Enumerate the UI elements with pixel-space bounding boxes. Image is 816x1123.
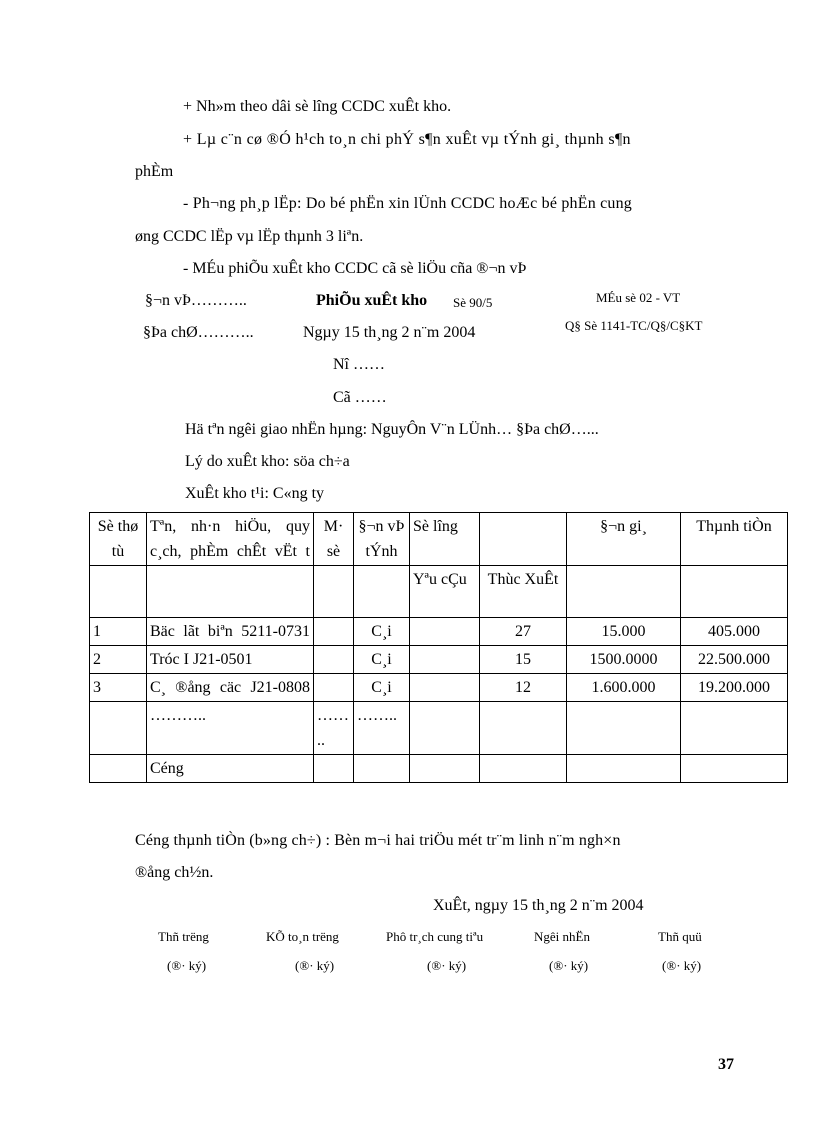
sign-role: Thñ trëng [158, 929, 209, 944]
row-stt: 2 [90, 646, 147, 674]
row-code [314, 674, 354, 702]
row-name: C¸ ®ång cäc J21-0808 [147, 674, 314, 702]
row-price [567, 702, 681, 755]
sign-date: XuÊt, ngµy 15 th¸ng 2 n¨m 2004 [433, 897, 644, 914]
receiver-line: Hä tªn ngêi giao nhËn hµng: NguyÔn V¨n LÜnh… §Þa chØ…... [185, 421, 599, 438]
header-qty-requested: Yªu cÇu [410, 566, 480, 618]
sign-role: Ngêi nhËn [534, 929, 590, 944]
header-code: M· sè [314, 513, 354, 566]
body-line-3: phÈm [135, 163, 174, 180]
row-stt [90, 702, 147, 755]
subheader-cell [681, 566, 788, 618]
row-amount: 405.000 [681, 618, 788, 646]
row-price: 15.000 [567, 618, 681, 646]
total-words-line-1: Céng thµnh tiÒn (b»ng ch÷) : Bèn m¬i hai triÖu mét tr¨m linh n¨m ngh×n [135, 832, 621, 849]
total-cell [90, 755, 147, 783]
header-price: §¬n gi¸ [567, 513, 681, 566]
sign-role: Thñ quü [658, 929, 702, 944]
row-qty-requested [410, 674, 480, 702]
row-price: 1.600.000 [567, 674, 681, 702]
total-words-line-2: ®ång ch½n. [135, 864, 214, 881]
row-name: Tróc I J21-0501 [147, 646, 314, 674]
total-cell [410, 755, 480, 783]
row-price: 1500.0000 [567, 646, 681, 674]
sign-note: (®· ký) [295, 958, 335, 973]
warehouse-line: XuÊt kho t¹i: C«ng ty [185, 485, 325, 502]
row-name: ……….. [147, 702, 314, 755]
header-stt: Sè thø tù [90, 513, 147, 566]
total-cell [354, 755, 410, 783]
reason-line: Lý do xuÊt kho: söa ch÷a [185, 453, 350, 470]
subheader-cell [147, 566, 314, 618]
header-qty-blank [480, 513, 567, 566]
row-amount [681, 702, 788, 755]
subheader-cell [567, 566, 681, 618]
voucher-date: Ngµy 15 th¸ng 2 n¨m 2004 [303, 324, 476, 341]
body-line-6: - MÉu phiÕu xuÊt kho CCDC cã sè liÖu cña ®¬n vÞ [183, 260, 527, 277]
header-amount: Thµnh tiÒn [681, 513, 788, 566]
row-name: Bäc lãt biªn 5211-0731 [147, 618, 314, 646]
row-qty-requested [410, 618, 480, 646]
row-unit: C¸i [354, 618, 410, 646]
total-label: Céng [147, 755, 314, 783]
table-row [90, 674, 788, 702]
table-header-row [90, 513, 788, 566]
subheader-cell [354, 566, 410, 618]
row-amount: 19.200.000 [681, 674, 788, 702]
total-cell [314, 755, 354, 783]
row-code: …….. [314, 702, 354, 755]
row-amount: 22.500.000 [681, 646, 788, 674]
body-line-5: øng CCDC lËp vµ lËp thµnh 3 liªn. [135, 228, 364, 245]
sign-note: (®· ký) [167, 958, 207, 973]
row-unit: C¸i [354, 646, 410, 674]
body-line-4: - Ph¬ng ph¸p lËp: Do bé phËn xin lÜnh CCDC hoÆc bé phËn cung [183, 195, 632, 212]
page-number: 37 [718, 1056, 734, 1073]
address-label: §Þa chØ……….. [143, 324, 254, 341]
decision-code: Q§ Sè 1141-TC/Q§/C§KT [565, 318, 703, 333]
row-qty-requested [410, 646, 480, 674]
body-line-1: + Nh»m theo dâi sè lîng CCDC xuÊt kho. [183, 98, 452, 115]
total-cell [681, 755, 788, 783]
form-code: MÉu sè 02 - VT [596, 290, 681, 305]
row-code [314, 646, 354, 674]
debit-account: Nî …… [333, 356, 385, 373]
unit-label: §¬n vÞ……….. [145, 292, 247, 309]
sign-note: (®· ký) [662, 958, 702, 973]
sign-role: Phô tr¸ch cung tiªu [386, 929, 484, 944]
total-cell [480, 755, 567, 783]
subheader-cell [314, 566, 354, 618]
table-subheader-row [90, 566, 788, 618]
row-qty-actual [480, 702, 567, 755]
row-qty-actual: 27 [480, 618, 567, 646]
voucher-table [89, 512, 788, 783]
row-unit: C¸i [354, 674, 410, 702]
sign-role: KÕ to¸n trëng [266, 929, 339, 944]
row-qty-actual: 12 [480, 674, 567, 702]
row-unit: …….. [354, 702, 410, 755]
header-unit: §¬n vÞ tÝnh [354, 513, 410, 566]
row-qty-requested [410, 702, 480, 755]
body-line-2: + Lµ c¨n cø ®Ó h¹ch to¸n chi phÝ s¶n xuÊt vµ tÝnh gi¸ thµnh s¶n [183, 131, 631, 148]
row-stt: 1 [90, 618, 147, 646]
table-row [90, 646, 788, 674]
voucher-title: PhiÕu xuÊt kho [316, 292, 428, 309]
table-row [90, 702, 788, 755]
header-name: Tªn, nh·n hiÖu, quy c¸ch, phÈm chÊt vËt t [147, 513, 314, 566]
credit-account: Cã …… [333, 389, 387, 406]
total-cell [567, 755, 681, 783]
subheader-cell [90, 566, 147, 618]
row-qty-actual: 15 [480, 646, 567, 674]
sign-note: (®· ký) [427, 958, 467, 973]
table-row [90, 618, 788, 646]
voucher-number: Sè 90/5 [453, 295, 493, 310]
row-code [314, 618, 354, 646]
sign-note: (®· ký) [549, 958, 589, 973]
table-total-row [90, 755, 788, 783]
header-qty-actual: Thùc XuÊt [480, 566, 567, 618]
header-qty: Sè lîng [410, 513, 480, 566]
row-stt: 3 [90, 674, 147, 702]
